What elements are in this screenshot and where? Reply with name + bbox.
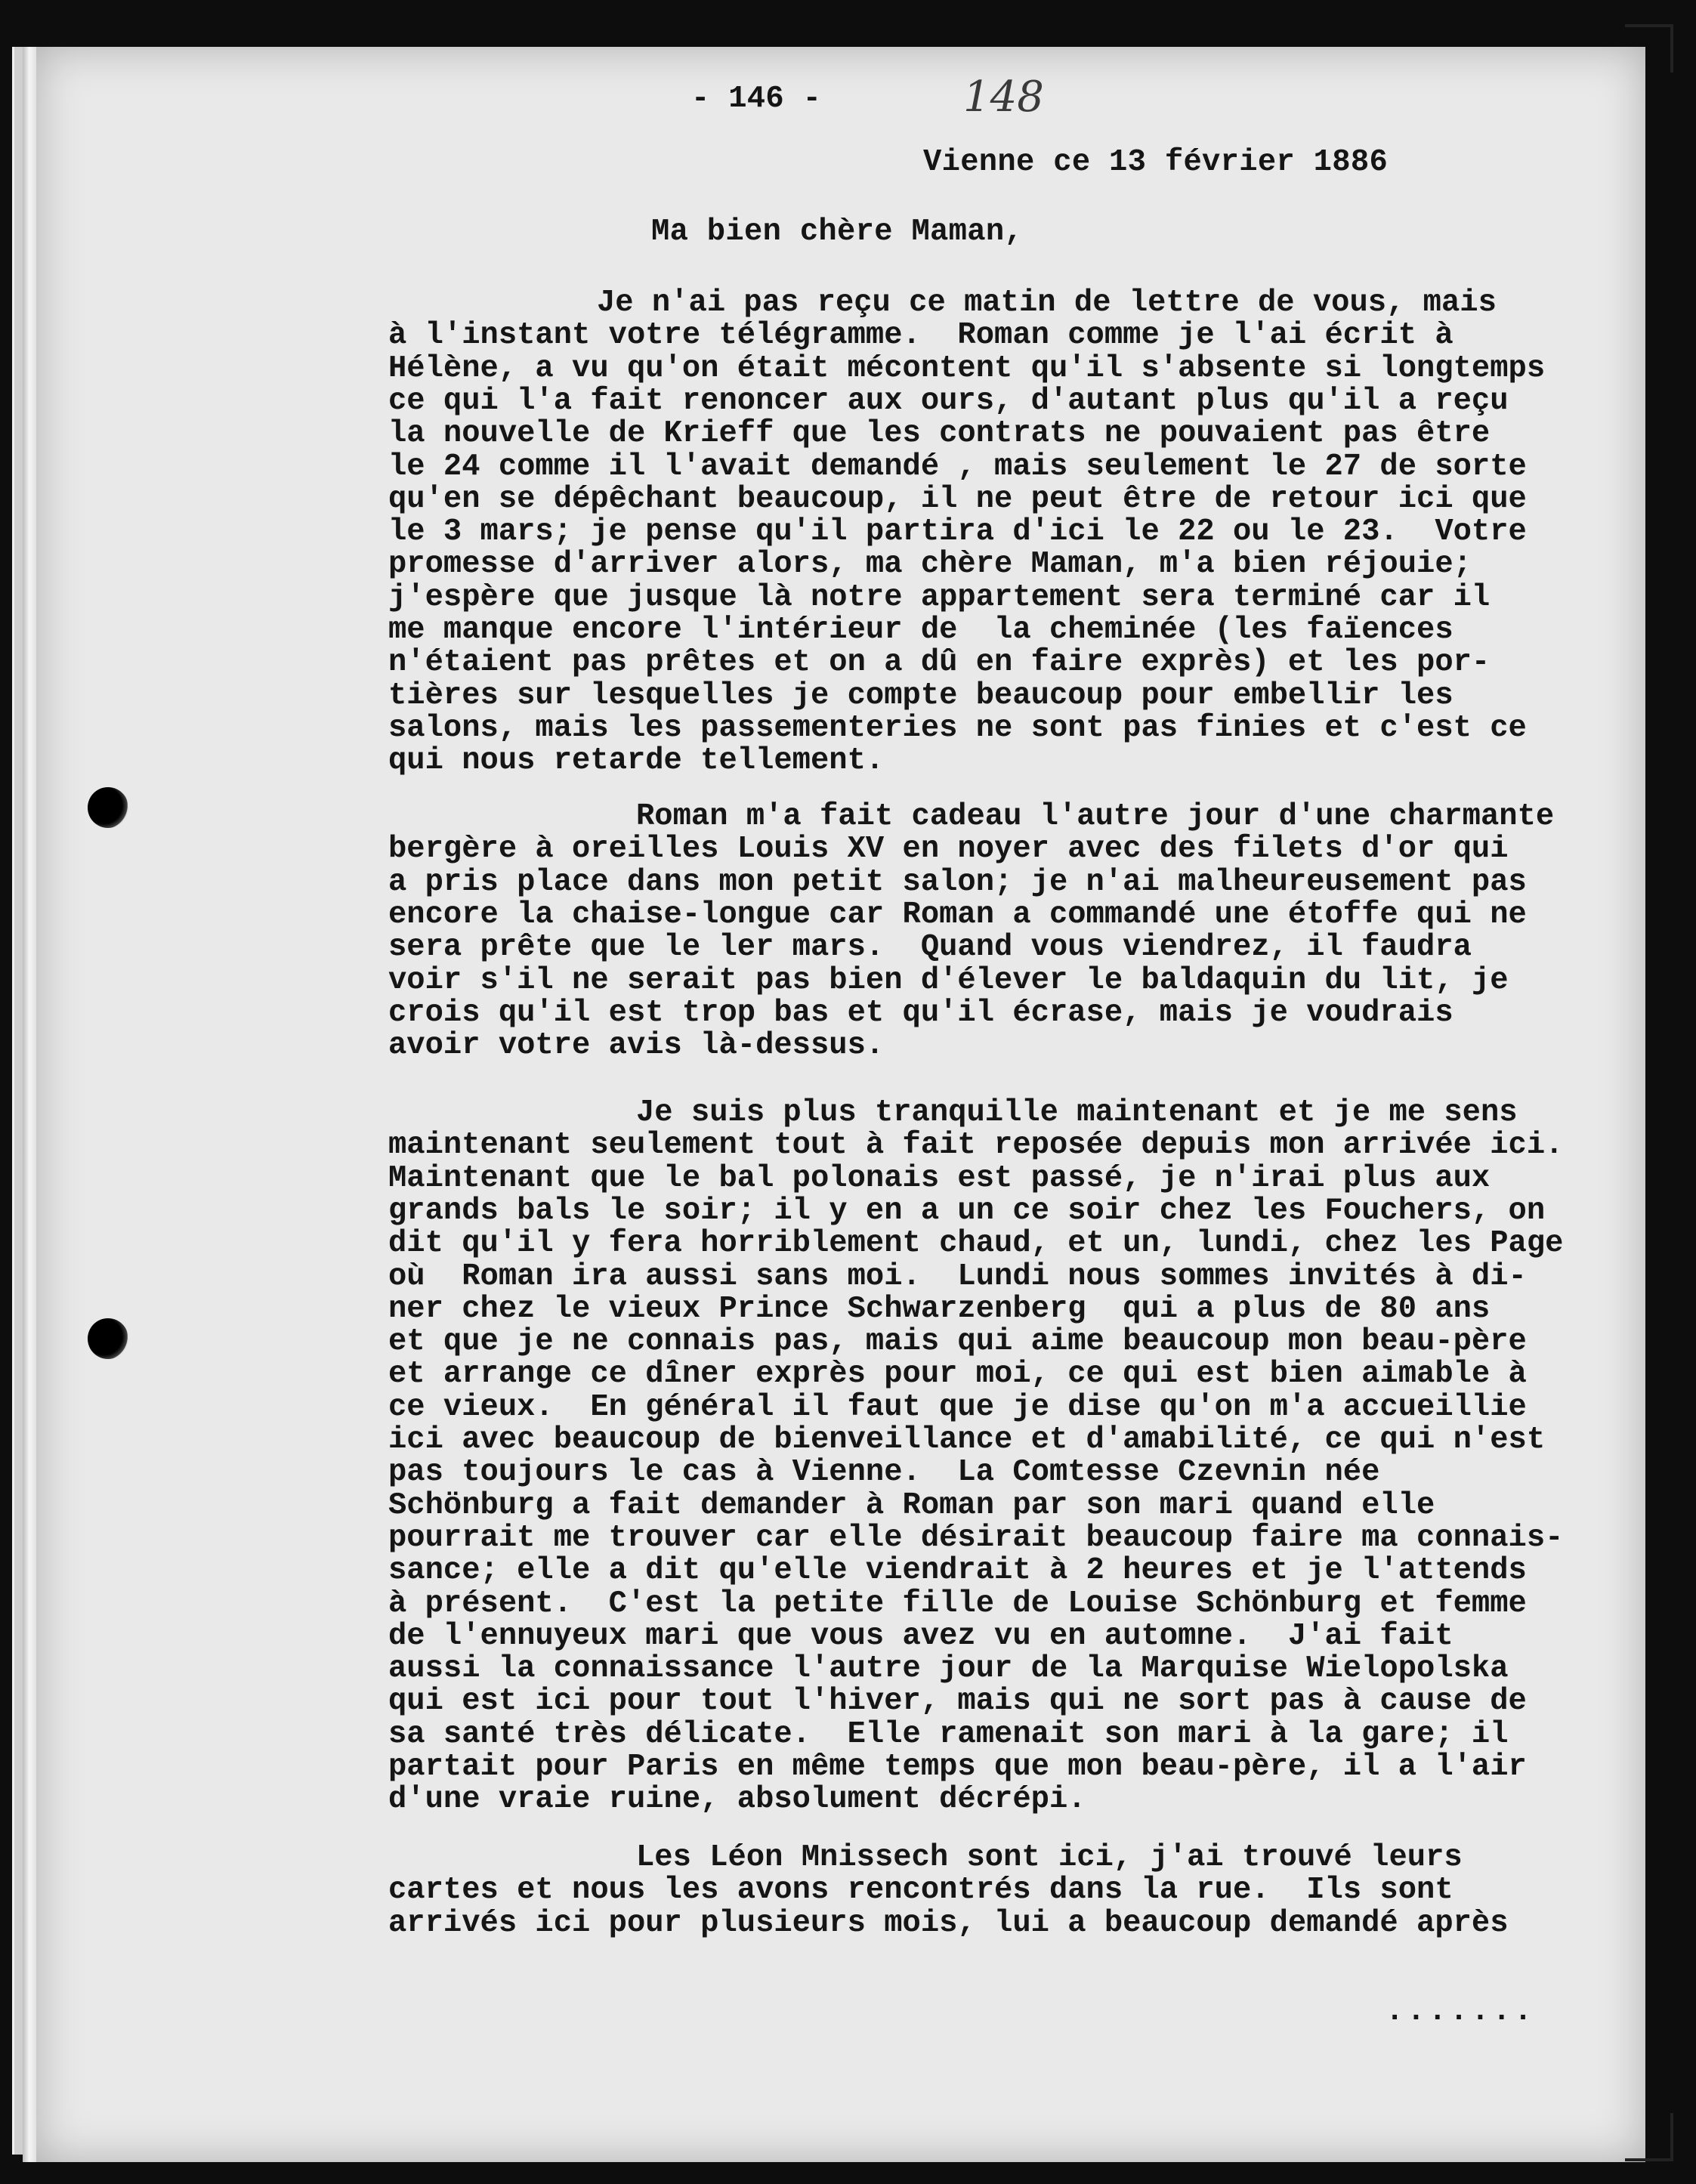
text-line: Les Léon Mnissech sont ici, j'ai trouvé leurs [636, 1840, 1463, 1875]
text-line: la nouvelle de Krieff que les contrats ne pouvaient pas être [388, 416, 1491, 452]
text-line: où Roman ira aussi sans moi. Lundi nous sommes invités à di- [388, 1259, 1527, 1294]
text-line: tières sur lesquelles je compte beaucoup pour embellir les [388, 678, 1453, 713]
text-line: Je n'ai pas reçu ce matin de lettre de vous, mais [597, 286, 1497, 320]
punch-hole-bottom [88, 1318, 128, 1359]
text-line: ce vieux. En général il faut que je dise qu'on m'a accueillie [388, 1389, 1527, 1425]
text-line: de l'ennuyeux mari que vous avez vu en automne. J'ai fait [388, 1618, 1453, 1654]
text-line: pas toujours le cas à Vienne. La Comtesse Czevnin née [388, 1455, 1380, 1490]
corner-bracket-top [1625, 24, 1673, 73]
text-line: bergère à oreilles Louis XV en noyer avec des filets d'or qui [388, 832, 1509, 867]
text-line: avoir votre avis là-dessus. [388, 1028, 885, 1064]
text-line: aussi la connaissance l'autre jour de la Marquise Wielopolska [388, 1651, 1509, 1687]
text-line: sance; elle a dit qu'elle viendrait à 2 heures et je l'attends [388, 1553, 1527, 1589]
text-line: partait pour Paris en même temps que mon beau-père, il a l'air [388, 1750, 1527, 1784]
text-line: et arrange ce dîner exprès pour moi, ce qui est bien aimable à [388, 1357, 1527, 1392]
text-line: voir s'il ne serait pas bien d'élever le baldaquin du lit, je [388, 962, 1509, 998]
text-line: j'espère que jusque là notre appartement sera terminé car il [388, 579, 1491, 615]
text-line: à présent. C'est la petite fille de Louise Schönburg et femme [388, 1586, 1527, 1621]
text-line: promesse d'arriver alors, ma chère Maman, m'a bien réjouie; [388, 547, 1472, 582]
text-line: ce qui l'a fait renoncer aux ours, d'autant plus qu'il a reçu [388, 383, 1509, 419]
text-line: pourrait me trouver car elle désirait beaucoup faire ma connais- [388, 1520, 1564, 1555]
text-line: le 3 mars; je pense qu'il partira d'ici le 22 ou le 23. Votre [388, 514, 1527, 550]
corner-bracket-bottom [1625, 2113, 1673, 2161]
text-line: sera prête que le ler mars. Quand vous viendrez, il faudra [388, 930, 1472, 965]
text-line: ici avec beaucoup de bienveillance et d'amabilité, ce qui n'est [388, 1423, 1546, 1457]
text-line: Hélène, a vu qu'on était mécontent qu'il s'absente si longtemps [388, 351, 1546, 386]
page-number: - 146 - [691, 82, 822, 116]
text-line: qu'en se dépêchant beaucoup, il ne peut être de retour ici que [388, 481, 1527, 517]
text-line: cartes et nous les avons rencontrés dans la rue. Ils sont [388, 1873, 1453, 1908]
text-line: salons, mais les passementeries ne sont pas finies et c'est ce [388, 710, 1527, 746]
text-line: encore la chaise-longue car Roman a commandé une étoffe qui ne [388, 897, 1527, 932]
text-line: qui nous retarde tellement. [388, 743, 885, 779]
date-line: Vienne ce 13 février 1886 [923, 145, 1389, 180]
text-line: arrivés ici pour plusieurs mois, lui a beaucoup demandé après [388, 1905, 1509, 1941]
text-line: d'une vraie ruine, absolument décrépi. [388, 1782, 1086, 1818]
text-line: Schönburg a fait demander à Roman par son mari quand elle [388, 1487, 1435, 1523]
text-line: Je suis plus tranquille maintenant et je me sens [636, 1095, 1518, 1130]
punch-hole-top [88, 787, 128, 828]
text-line: à l'instant votre télégramme. Roman comme je l'ai écrit à [388, 318, 1453, 354]
continuation-mark: ....... [1386, 1994, 1536, 2029]
text-line: et que je ne connais pas, mais qui aime beaucoup mon beau-père [388, 1324, 1527, 1360]
text-line: sa santé très délicate. Elle ramenait son mari à la gare; il [388, 1716, 1509, 1752]
salutation: Ma bien chère Maman, [651, 215, 1024, 249]
text-line: crois qu'il est trop bas et qu'il écrase, mais je voudrais [388, 995, 1453, 1030]
text-line: me manque encore l'intérieur de la cheminée (les faïences [388, 613, 1453, 647]
text-line: Maintenant que le bal polonais est passé, je n'irai plus aux [388, 1160, 1491, 1196]
text-line: n'étaient pas prêtes et on a dû en faire exprès) et les por- [388, 645, 1491, 681]
text-line: qui est ici pour tout l'hiver, mais qui ne sort pas à cause de [388, 1684, 1527, 1719]
text-line: ner chez le vieux Prince Schwarzenberg qui a plus de 80 ans [388, 1291, 1491, 1327]
text-line: le 24 comme il l'avait demandé , mais seulement le 27 de sorte [388, 449, 1527, 484]
text-line: dit qu'il y fera horriblement chaud, et un, lundi, chez les Page [388, 1226, 1564, 1262]
text-line: a pris place dans mon petit salon; je n'ai malheureusement pas [388, 864, 1527, 900]
text-line: grands bals le soir; il y en a un ce soir chez les Fouchers, on [388, 1193, 1546, 1228]
text-line: maintenant seulement tout à fait reposée depuis mon arrivée ici. [388, 1128, 1564, 1163]
text-line: Roman m'a fait cadeau l'autre jour d'une charmante [636, 799, 1555, 834]
handwritten-page-number: 148 [963, 73, 1044, 122]
